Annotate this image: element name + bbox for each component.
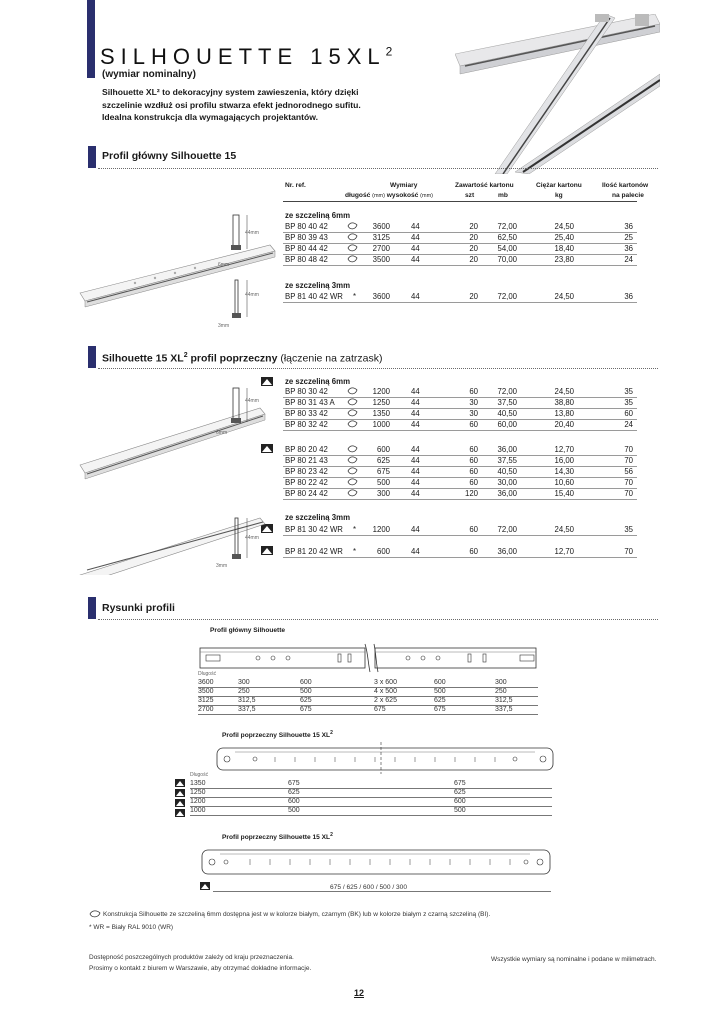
pieces: 60 — [469, 467, 478, 476]
meters: 72,00 — [497, 525, 517, 534]
color-icon — [89, 910, 101, 918]
col-dlugosc: długość (mm) wysokość (mm) — [345, 192, 433, 199]
divider — [98, 619, 658, 620]
drawing-title: Profil poprzeczny Silhouette 15 $XL^2$ — [222, 832, 333, 842]
cartons-per-pallet: 56 — [624, 467, 633, 476]
length: 600 — [376, 547, 390, 556]
page-title: SILHOUETTE $15XL^2$ — [100, 44, 393, 69]
pieces: 60 — [469, 547, 478, 556]
pieces: 60 — [469, 478, 478, 487]
height: 44 — [411, 525, 420, 534]
meters: 37,50 — [497, 398, 517, 407]
ref-number: BP 80 31 43 A — [285, 398, 335, 407]
ref-number: BP 81 30 42 WR — [285, 525, 343, 534]
table-row — [283, 524, 637, 536]
cartons-per-pallet: 70 — [624, 489, 633, 498]
dim-cell: 600 — [288, 798, 300, 805]
height: 44 — [411, 420, 420, 429]
weight: 24,50 — [554, 525, 574, 534]
ref-number: BP 80 40 42 — [285, 222, 328, 231]
cartons-per-pallet: 70 — [624, 445, 633, 454]
cartons-per-pallet: 60 — [624, 409, 633, 418]
table-row — [283, 291, 637, 303]
dim-6mm: 6mm — [218, 262, 230, 268]
cross-profile-illustration — [75, 380, 285, 575]
height: 44 — [411, 233, 420, 242]
meters: 72,00 — [497, 292, 517, 301]
length: 1250 — [372, 398, 390, 407]
drawing3-caption: 675 / 625 / 600 / 500 / 300 — [330, 884, 407, 891]
dim-3mm: 3mm — [216, 563, 228, 569]
pieces: 60 — [469, 456, 478, 465]
dim-cell: 625 — [454, 789, 466, 796]
section-marker — [88, 146, 96, 168]
col-szt: szt — [465, 192, 475, 199]
weight: 12,70 — [554, 445, 574, 454]
dim-cell: 625 — [434, 697, 446, 704]
cartons-per-pallet: 70 — [624, 456, 633, 465]
dim-44mm: 44mm — [245, 292, 259, 298]
length: 675 — [376, 467, 390, 476]
ref-number: BP 80 24 42 — [285, 489, 328, 498]
height: 44 — [411, 467, 420, 476]
meters: 62,50 — [497, 233, 517, 242]
cartons-per-pallet: 24 — [624, 255, 633, 264]
weight: 16,00 — [554, 456, 574, 465]
col-zawartosc: Zawartość kartonu — [455, 182, 514, 189]
cartons-per-pallet: 70 — [624, 547, 633, 556]
dim-cell: 675 — [454, 780, 466, 787]
pieces: 120 — [464, 489, 478, 498]
intro-text: Silhouette XL² to dekoracyjny system zawieszenia, który dzięki szczelinie wzdłuż osi profilu stwarza efekt jednorodnego sufitu. Idealna konstrukcja dla wymagających projektantów. — [102, 87, 361, 123]
dim-cell: 250 — [495, 688, 507, 695]
wr-marker: * — [353, 525, 357, 534]
dim-row — [190, 789, 552, 798]
meters: 36,00 — [497, 547, 517, 556]
meters: 40,50 — [497, 467, 517, 476]
dim-3mm: 3mm — [218, 323, 230, 329]
dim-row — [198, 706, 538, 715]
height: 44 — [411, 547, 420, 556]
weight: 20,40 — [554, 420, 574, 429]
pieces: 20 — [469, 233, 478, 242]
col-label: Długość — [190, 772, 209, 778]
height: 44 — [411, 222, 420, 231]
pieces: 60 — [469, 445, 478, 454]
cartons-per-pallet: 24 — [624, 420, 633, 429]
dim-cell: 300 — [495, 679, 507, 686]
dim-cell: 600 — [434, 679, 446, 686]
height: 44 — [411, 409, 420, 418]
col-wymiary: Wymiary — [390, 182, 418, 189]
dim-cell: 1250 — [190, 789, 206, 796]
dim-cell: 3 x 600 — [374, 679, 397, 686]
dim-row — [190, 807, 552, 816]
dim-cell: 300 — [238, 679, 250, 686]
length: 600 — [376, 445, 390, 454]
height: 44 — [411, 387, 420, 396]
ref-number: BP 80 32 42 — [285, 420, 328, 429]
dim-6mm: 6mm — [216, 430, 228, 436]
height: 44 — [411, 456, 420, 465]
dim-cell: 312,5 — [238, 697, 256, 704]
group-label: ze szczeliną 6mm — [285, 211, 351, 220]
table-rule — [283, 201, 637, 202]
ref-number: BP 80 30 42 — [285, 387, 328, 396]
ref-number: BP 80 22 42 — [285, 478, 328, 487]
group-label: ze szczeliną 3mm — [285, 281, 351, 290]
dim-cell: 500 — [288, 807, 300, 814]
accent-bar — [87, 0, 95, 78]
height: 44 — [411, 445, 420, 454]
dim-cell: 675 — [374, 706, 386, 713]
pieces: 30 — [469, 398, 478, 407]
wr-marker: * — [353, 547, 357, 556]
table-row — [283, 254, 637, 266]
dim-cell: 250 — [238, 688, 250, 695]
dim-cell: 4 x 500 — [374, 688, 397, 695]
length: 3600 — [372, 292, 390, 301]
length: 500 — [376, 478, 390, 487]
meters: 70,00 — [497, 255, 517, 264]
ref-number: BP 80 39 43 — [285, 233, 328, 242]
cross-profile-drawing-1 — [215, 740, 555, 775]
pieces: 20 — [469, 222, 478, 231]
dim-row — [198, 697, 538, 706]
cartons-per-pallet: 36 — [624, 244, 633, 253]
pieces: 30 — [469, 409, 478, 418]
snap-icon — [200, 882, 210, 890]
height: 44 — [411, 489, 420, 498]
dim-row — [198, 688, 538, 697]
dim-cell: 1200 — [190, 798, 206, 805]
table-row — [283, 488, 637, 500]
height: 44 — [411, 244, 420, 253]
dim-cell: 337,5 — [495, 706, 513, 713]
length: 300 — [376, 489, 390, 498]
weight: 38,80 — [554, 398, 574, 407]
dim-44mm: 44mm — [245, 230, 259, 236]
dim-cell: 500 — [434, 688, 446, 695]
dims-note: Wszystkie wymiary są nominalne i podane w milimetrach. — [491, 956, 657, 963]
ref-number: BP 81 40 42 WR — [285, 292, 343, 301]
length: 1200 — [372, 525, 390, 534]
drawing-title: Profil główny Silhouette — [210, 627, 286, 634]
length: 625 — [376, 456, 390, 465]
col-kg: kg — [555, 192, 563, 199]
pieces: 60 — [469, 525, 478, 534]
section-marker — [88, 346, 96, 368]
dim-cell: 500 — [454, 807, 466, 814]
col-nr: Nr. ref. — [285, 182, 306, 189]
dim-row — [190, 780, 552, 789]
divider — [98, 168, 658, 169]
dim-cell: 600 — [454, 798, 466, 805]
dim-cell: 675 — [288, 780, 300, 787]
dim-cell: 1350 — [190, 780, 206, 787]
cross-profile-drawing-2 — [200, 844, 552, 880]
col-mb: mb — [498, 192, 508, 199]
weight: 25,40 — [554, 233, 574, 242]
dim-cell: 625 — [288, 789, 300, 796]
dim-cell: 675 — [300, 706, 312, 713]
dim-row — [198, 679, 538, 688]
weight: 10,60 — [554, 478, 574, 487]
pieces: 20 — [469, 244, 478, 253]
dim-cell: 1000 — [190, 807, 206, 814]
ref-number: BP 80 23 42 — [285, 467, 328, 476]
section-title-cross: Silhouette 15 $XL^2$ profil poprzeczny (łączenie na zatrzask) — [102, 352, 383, 365]
cartons-per-pallet: 70 — [624, 478, 633, 487]
length: 1000 — [372, 420, 390, 429]
dim-cell: 2 x 625 — [374, 697, 397, 704]
page-subtitle: (wymiar nominalny) — [102, 69, 196, 80]
cartons-per-pallet: 35 — [624, 387, 633, 396]
cartons-per-pallet: 35 — [624, 525, 633, 534]
weight: 18,40 — [554, 244, 574, 253]
section-marker — [88, 597, 96, 619]
length: 3600 — [372, 222, 390, 231]
dim-cell: 500 — [300, 688, 312, 695]
wr-marker: * — [353, 292, 357, 301]
dim-cell: 675 — [434, 706, 446, 713]
table-row — [283, 546, 637, 558]
weight: 13,80 — [554, 409, 574, 418]
dim-cell: 3500 — [198, 688, 214, 695]
dim-cell: 625 — [300, 697, 312, 704]
length: 3500 — [372, 255, 390, 264]
height: 44 — [411, 292, 420, 301]
dim-cell: 2700 — [198, 706, 214, 713]
main-profile-drawing — [198, 638, 538, 676]
table-row — [283, 419, 637, 431]
meters: 36,00 — [497, 445, 517, 454]
footnote-color: Konstrukcja Silhouette ze szczeliną 6mm dostępna jest w w kolorze białym, czarnym (BK) lub w kolorze białym z czarną szczeliną (BI). — [103, 911, 491, 918]
pieces: 60 — [469, 387, 478, 396]
weight: 24,50 — [554, 387, 574, 396]
cartons-per-pallet: 36 — [624, 222, 633, 231]
meters: 40,50 — [497, 409, 517, 418]
weight: 15,40 — [554, 489, 574, 498]
group-label: ze szczeliną 6mm — [285, 377, 351, 386]
main-profile-illustration — [75, 205, 285, 335]
ref-number: BP 81 20 42 WR — [285, 547, 343, 556]
col-ciezar: Ciężar kartonu — [536, 182, 582, 189]
cartons-per-pallet: 36 — [624, 292, 633, 301]
section-title-main: Profil główny Silhouette 15 — [102, 150, 237, 162]
dim-cell: 337,5 — [238, 706, 256, 713]
ref-number: BP 80 21 43 — [285, 456, 328, 465]
dim-44mm: 44mm — [245, 535, 259, 541]
length: 1350 — [372, 409, 390, 418]
cartons-per-pallet: 35 — [624, 398, 633, 407]
product-photo — [455, 14, 660, 174]
dim-row — [190, 798, 552, 807]
ref-number: BP 80 44 42 — [285, 244, 328, 253]
weight: 24,50 — [554, 292, 574, 301]
drawing-title: Profil poprzeczny Silhouette 15 $XL^2$ — [222, 730, 333, 740]
meters: 60,00 — [497, 420, 517, 429]
ref-number: BP 80 48 42 — [285, 255, 328, 264]
meters: 54,00 — [497, 244, 517, 253]
ref-number: BP 80 33 42 — [285, 409, 328, 418]
dim-44mm: 44mm — [245, 398, 259, 404]
length: 2700 — [372, 244, 390, 253]
snap-icons — [175, 779, 186, 819]
col-ilosc: Ilość kartonów — [602, 182, 649, 189]
meters: 36,00 — [497, 489, 517, 498]
length: 3125 — [372, 233, 390, 242]
pieces: 60 — [469, 420, 478, 429]
dim-cell: 3600 — [198, 679, 214, 686]
weight: 23,80 — [554, 255, 574, 264]
availability-1: Dostępność poszczególnych produktów zależy od kraju przeznaczenia. — [89, 954, 294, 961]
weight: 24,50 — [554, 222, 574, 231]
height: 44 — [411, 478, 420, 487]
meters: 72,00 — [497, 222, 517, 231]
dim-cell: 312,5 — [495, 697, 513, 704]
length: 1200 — [372, 387, 390, 396]
weight: 12,70 — [554, 547, 574, 556]
meters: 30,00 — [497, 478, 517, 487]
meters: 72,00 — [497, 387, 517, 396]
group-label: ze szczeliną 3mm — [285, 513, 351, 522]
page-number: 12 — [354, 988, 365, 998]
col-label: Długość — [198, 671, 217, 677]
availability-2: Prosimy o kontakt z biurem w Warszawie, aby otrzymać dokładne informacje. — [89, 965, 312, 972]
height: 44 — [411, 255, 420, 264]
ref-number: BP 80 20 42 — [285, 445, 328, 454]
meters: 37,55 — [497, 456, 517, 465]
weight: 14,30 — [554, 467, 574, 476]
divider — [98, 368, 658, 369]
cartons-per-pallet: 25 — [624, 233, 633, 242]
pieces: 20 — [469, 292, 478, 301]
pieces: 20 — [469, 255, 478, 264]
footnote-wr: * WR = Biały RAL 9010 (WR) — [89, 924, 174, 931]
col-na-palecie: na palecie — [612, 192, 644, 199]
height: 44 — [411, 398, 420, 407]
section-title-drawings: Rysunki profili — [102, 602, 175, 614]
dim-cell: 3125 — [198, 697, 214, 704]
dim-cell: 600 — [300, 679, 312, 686]
